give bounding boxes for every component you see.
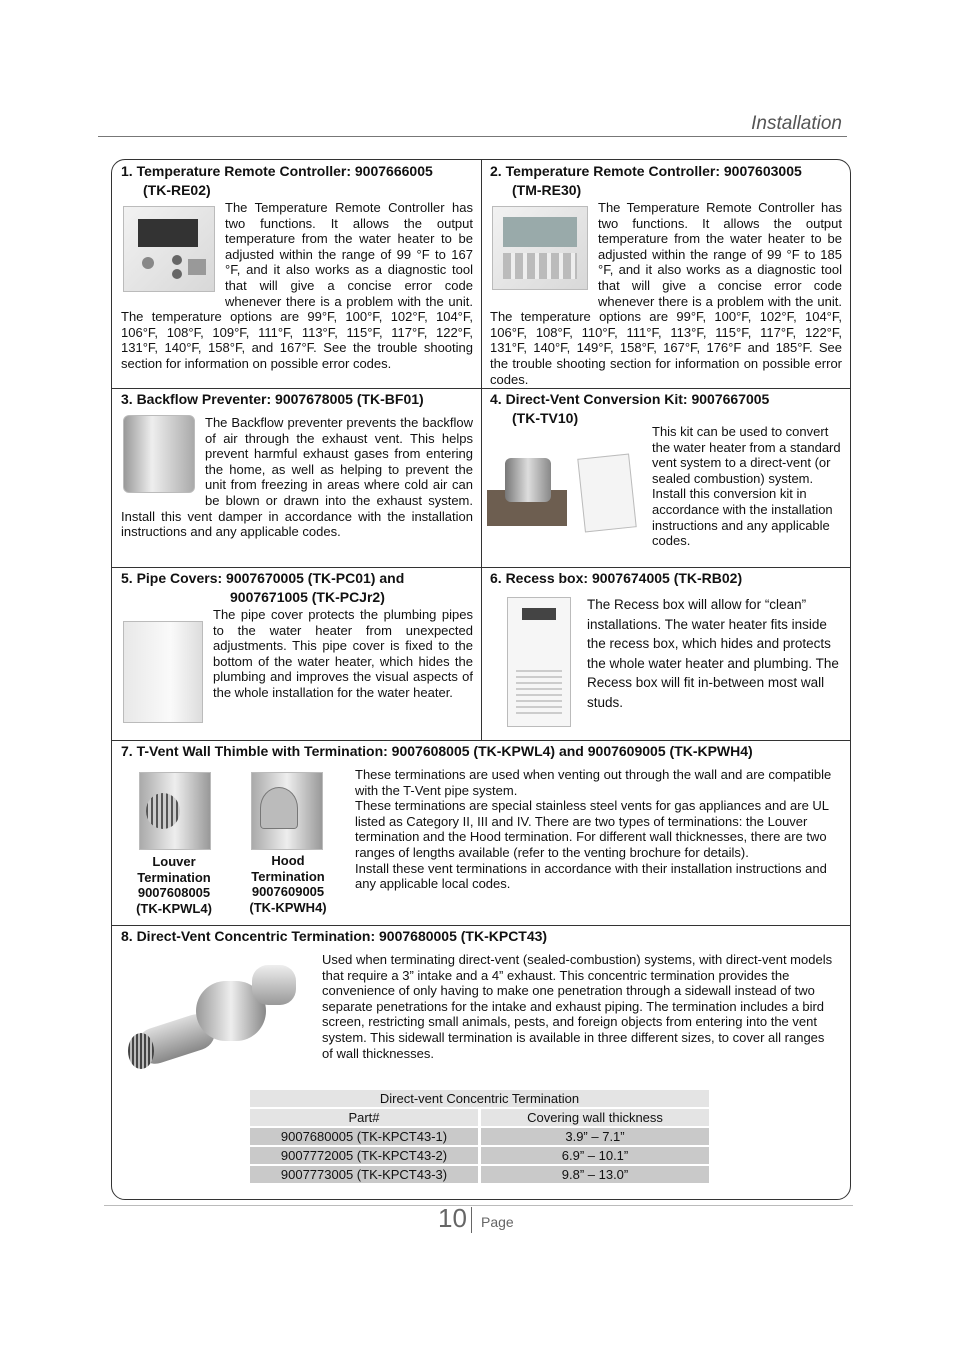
conversion-kit-image [487,454,637,544]
footer-rule [104,1205,853,1206]
item-5-cell [112,567,481,740]
table-row: 9007773005 (TK-KPCT43-3) 9.8” – 13.0” [250,1166,709,1183]
item-6-cell [481,567,850,740]
item-2-title: 2. Temperature Remote Controller: 9007603005 (TM-RE30) [490,163,802,198]
item-3-body: The Backflow preventer prevents the backflow of air through the exhaust vent. This helps prevent harmful exhaust gases from entering the home, as well as helping to prevent the unit from freezing in areas where cold air can be blown or drawn into the exhaust system. Install this vent damper in accordance with the installation instructions and any applicable codes. [121,415,473,540]
table-row: 9007680005 (TK-KPCT43-1) 3.9” – 7.1” [250,1128,709,1145]
concentric-termination-image [126,963,302,1069]
item-7-cell [112,740,850,925]
item-5-title: 5. Pipe Covers: 9007670005 (TK-PC01) and 9007671005 (TK-PCJr2) [121,570,405,605]
recess-box-image [507,597,571,727]
table-row: 9007772005 (TK-KPCT43-2) 6.9” – 10.1” [250,1147,709,1164]
remote-controller-image [492,206,588,290]
item-1-body: The Temperature Remote Controller has two functions. It allows the output temperature from the water heater to be adjusted within the range of 99 °F to 167 °F, and it also works as a diagnostic tool that will give a concise error code whenever there is a problem with the unit. The temperature options are 99°F, 100°F, 102°F, 104°F, 106°F, 108°F, 109°F, 111°F, 113°F, 115°F, 117°F, 122°F, 131°F, 140°F, 158°F, and 167°F. See the trouble shooting section for information on possible error codes. [121,200,473,371]
page-separator [471,1207,472,1233]
item-2-body: The Temperature Remote Controller has two functions. It allows the output temperature from the water heater to be adjusted within the range of 99 °F to 185 °F, and it also works as a diagnostic tool that will give a concise error code whenever there is a problem with the unit. The temperature options are 99°F, 100°F, 102°F, 104°F, 106°F, 108°F, 110°F, 111°F, 113°F, 115°F, 117°F, 122°F, 131°F, 140°F, 149°F, 158°F, 167°F, 176°F and 185°F. See the trouble shooting section for information on possible error codes. [490,200,842,387]
item-4-body: This kit can be used to convert the water heater from a standard vent system to a direct-vent (or sealed combustion) system. Install this conversion kit in accordance with the installation instructions and any applicable codes. [652,424,841,549]
item-6-title: 6. Recess box: 9007674005 (TK-RB02) [490,570,743,586]
table-title: Direct-vent Concentric Termination [250,1090,709,1107]
item-3-title: 3. Backflow Preventer: 9007678005 (TK-BF01) [121,391,424,407]
item-8-title: 8. Direct-Vent Concentric Termination: 9007680005 (TK-KPCT43) [121,928,548,944]
item-1-title: 1. Temperature Remote Controller: 9007666005 (TK-RE02) [121,163,433,198]
item-7-title: 7. T-Vent Wall Thimble with Termination: 9007608005 (TK-KPWL4) and 9007609005 (TK-KPWH4) [121,743,753,759]
louver-termination-image [139,772,211,850]
item-4-title: 4. Direct-Vent Conversion Kit: 9007667005 (TK-TV10) [490,391,770,426]
hood-caption: Hood Termination 9007609005 (TK-KPWH4) [249,853,327,915]
item-8-body: Used when terminating direct-vent (sealed-combustion) systems, with direct-vent models that require a 3” intake and a 4” exhaust. This concentric termination provides the convenience of only having to make one penetration through a sidewall instead of two separate penetrations for the intake and exhaust piping. The termination includes a bird screen, restricting small animals, pests, and foreign objects from entering into the vent system. This sidewall termination is available in three different sizes, to cover all ranges of wall thicknesses. [322,952,833,1061]
remote-controller-image [123,206,215,292]
item-5-body: The pipe cover protects the plumbing pipes to the water heater from unexpected adjustments. This pipe cover is fixed to the bottom of the water heater, which hides the plumbing and improves the visual aspects of the whole installation for the water heater. [213,607,473,700]
item-3-cell [112,388,481,567]
concentric-termination-table [247,1088,712,1185]
table-header-thickness: Covering wall thickness [481,1109,709,1126]
backflow-preventer-image [123,415,195,493]
header-title: Installation [751,113,842,134]
louver-caption: Louver Termination 9007608005 (TK-KPWL4) [136,854,212,916]
header-rule [98,136,847,137]
page-label: Page [481,1214,514,1230]
page-number: 10 [438,1203,467,1233]
accessories-frame [111,159,851,1200]
hood-termination-image [251,772,323,850]
item-2-cell [481,160,850,388]
pipe-cover-image [123,621,203,723]
item-7-body: These terminations are used when venting out through the wall and are compatible with the T-Vent pipe system. These terminations are special stainless steel vents for gas appliances and are UL listed as Category II, III and IV. There are two types of terminations: the Louver termination and the Hood termination. For different wall thicknesses, there are two ranges of lengths available (refer to the venting brochure for details). Install these vent terminations in accordance with their installation instructions and any applicable local codes. [355,767,832,892]
table-header-part: Part# [250,1109,478,1126]
item-1-cell [112,160,481,388]
item-6-body: The Recess box will allow for “clean” installations. The water heater fits inside the recess box, which hides and protects the whole water heater and plumbing. The Recess box will fit in-between most wall studs. [587,597,839,710]
item-4-cell [481,388,850,567]
